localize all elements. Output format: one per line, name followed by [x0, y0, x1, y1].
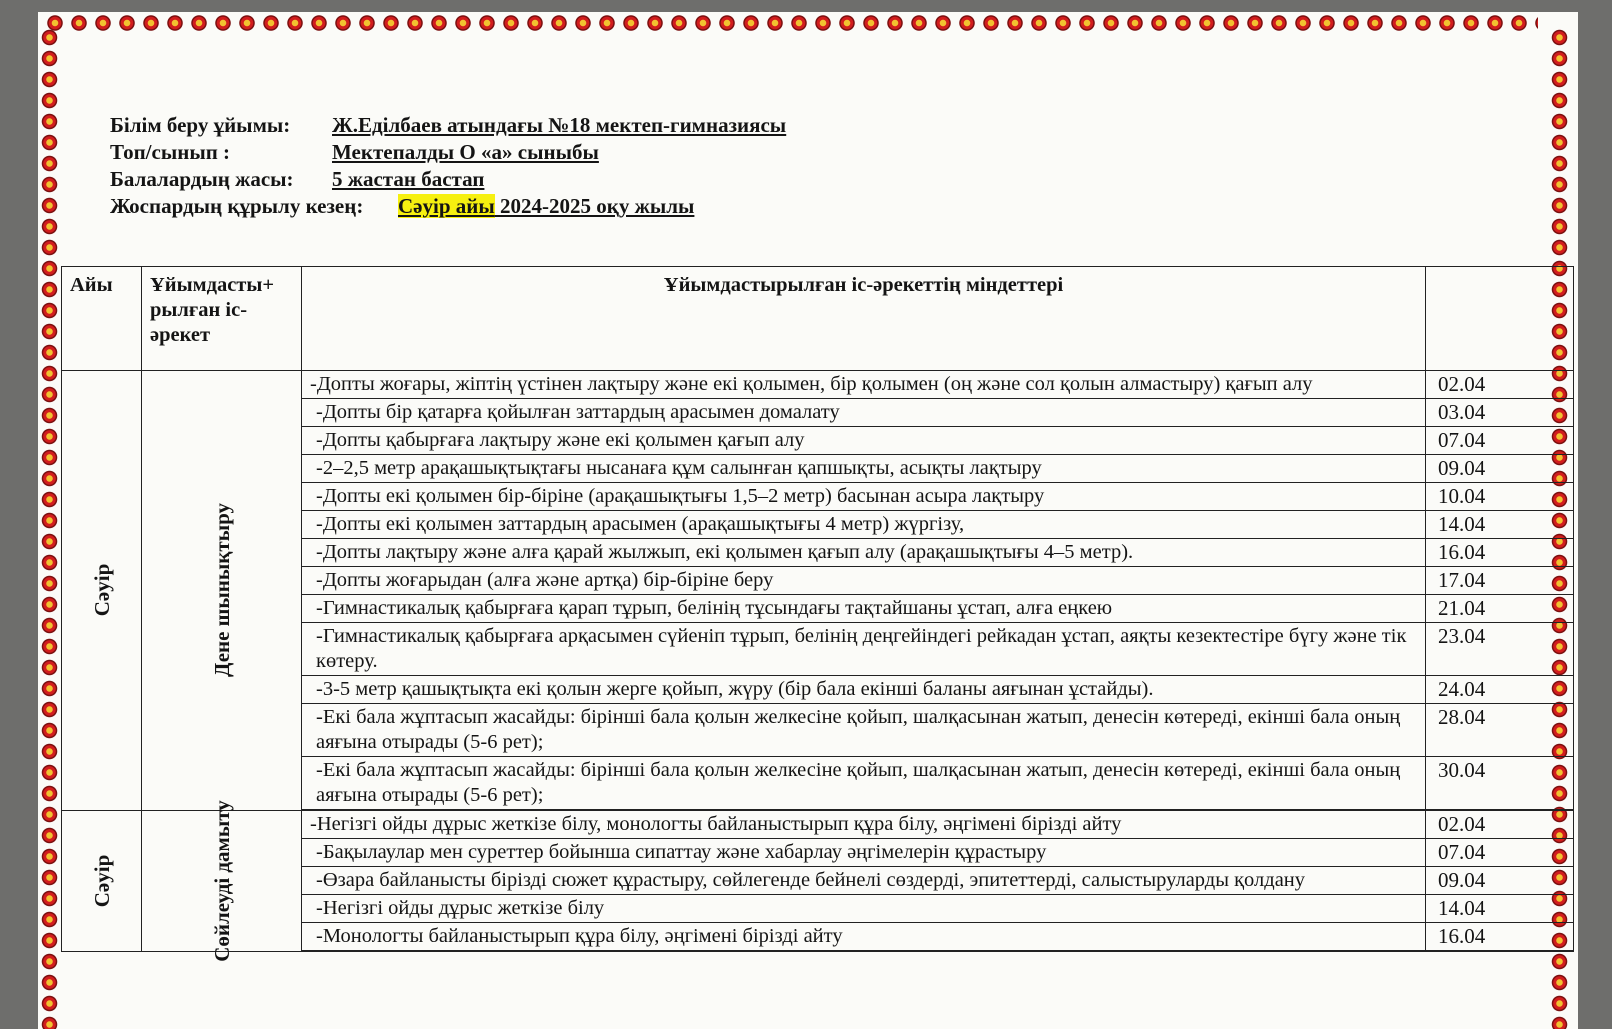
- col-header-tasks: Ұйымдастырылған іс-әрекеттің міндеттері: [302, 267, 1426, 371]
- ornament-icon: [645, 13, 665, 33]
- header-row-organization: [110, 112, 786, 139]
- ornament-icon: [1551, 134, 1568, 151]
- ornament-icon: [405, 13, 425, 33]
- age-label: Балалардың жасы:: [110, 167, 294, 191]
- table-header-row: [62, 267, 1574, 371]
- header-row-age: [110, 166, 786, 193]
- ornament-icon: [1551, 71, 1568, 88]
- col-header-activity: Ұйымдасты+ рылған іс-әрекет: [142, 267, 302, 371]
- ornament-icon: [41, 197, 58, 214]
- task-cell: -Гимнастикалық қабырғаға арқасымен сүйеніп тұрып, белінің деңгейіндегі рейкадан ұстап, аяқты кезектестіре бүгу және тік көтеру.: [302, 623, 1426, 676]
- month-label: Сәуір: [89, 854, 114, 907]
- ornament-icon: [717, 13, 737, 33]
- ornament-icon: [309, 13, 329, 33]
- ornament-icon: [41, 323, 58, 340]
- ornament-icon: [41, 617, 58, 634]
- ornament-icon: [1551, 113, 1568, 130]
- date-cell: 23.04: [1426, 623, 1574, 676]
- ornament-icon: [41, 890, 58, 907]
- ornament-icon: [41, 1016, 58, 1029]
- ornament-icon: [41, 134, 58, 151]
- period-rest: 2024-2025 оқу жылы: [494, 194, 695, 218]
- task-cell: -3-5 метр қашықтықта екі қолын жерге қойып, жүру (бір бала екінші баланы аяғынан ұстайды).: [302, 676, 1426, 704]
- ornament-icon: [41, 680, 58, 697]
- ornament-icon: [41, 554, 58, 571]
- ornament-icon: [41, 974, 58, 991]
- ornament-icon: [41, 743, 58, 760]
- activity-cell: [142, 799, 302, 962]
- ornament-icon: [1551, 29, 1568, 46]
- month-cell: [62, 810, 142, 951]
- ornament-icon: [1551, 953, 1568, 970]
- ornament-icon: [525, 13, 545, 33]
- task-cell: -Гимнастикалық қабырғаға қарап тұрып, белінің тұсындағы тақтайшаны ұстап, алға еңкею: [302, 595, 1426, 623]
- header-row-group: [110, 139, 786, 166]
- ornament-icon: [41, 785, 58, 802]
- ornament-icon: [1053, 13, 1073, 33]
- ornament-icon: [597, 13, 617, 33]
- date-cell: 21.04: [1426, 595, 1574, 623]
- ornament-icon: [1551, 197, 1568, 214]
- document-page: [38, 12, 1578, 1029]
- ornament-icon: [41, 50, 58, 67]
- ornament-icon: [41, 239, 58, 256]
- age-value: 5 жастан бастап: [332, 167, 485, 191]
- task-cell: -Өзара байланысты бірізді сюжет құрастыру, сөйлегенде бейнелі сөздерді, эпитеттерді, салыстыруларды қолдану: [302, 867, 1426, 895]
- ornament-icon: [41, 470, 58, 487]
- date-cell: 02.04: [1426, 810, 1574, 839]
- ornament-icon: [41, 29, 58, 46]
- ornament-icon: [981, 13, 1001, 33]
- ornament-icon: [813, 13, 833, 33]
- ornament-icon: [189, 13, 209, 33]
- ornament-icon: [41, 764, 58, 781]
- ornament-icon: [41, 491, 58, 508]
- ornament-icon: [1269, 13, 1289, 33]
- org-label: Білім беру ұйымы:: [110, 113, 291, 137]
- ornament-icon: [213, 13, 233, 33]
- date-cell: 10.04: [1426, 483, 1574, 511]
- ornament-icon: [41, 218, 58, 235]
- task-cell: -Допты қабырғаға лақтыру және екі қолымен қағып алу: [302, 427, 1426, 455]
- task-cell: -Допты бір қатарға қойылған заттардың арасымен домалату: [302, 399, 1426, 427]
- date-cell: 07.04: [1426, 427, 1574, 455]
- ornament-icon: [1437, 13, 1457, 33]
- ornament-icon: [41, 995, 58, 1012]
- ornament-icon: [41, 848, 58, 865]
- ornament-icon: [41, 260, 58, 277]
- ornament-icon: [141, 13, 161, 33]
- org-value: Ж.Еділбаев атындағы №18 мектеп-гимназиясы: [332, 113, 787, 137]
- ornament-icon: [41, 659, 58, 676]
- table-row: [62, 371, 1574, 399]
- date-cell: 14.04: [1426, 511, 1574, 539]
- activity-label: Сөйлеуді дамыту: [209, 799, 234, 962]
- ornament-icon: [41, 827, 58, 844]
- ornament-icon: [1551, 50, 1568, 67]
- period-label: Жоспардың құрылу кезең:: [110, 194, 364, 218]
- ornament-icon: [41, 407, 58, 424]
- group-label: Топ/сынып :: [110, 140, 231, 164]
- ornament-icon: [41, 701, 58, 718]
- ornament-icon: [41, 869, 58, 886]
- ornament-icon: [1551, 974, 1568, 991]
- date-cell: 17.04: [1426, 567, 1574, 595]
- task-cell: -Негізгі ойды дұрыс жеткізе білу: [302, 895, 1426, 923]
- ornament-icon: [41, 533, 58, 550]
- header-row-period: [110, 193, 786, 220]
- ornament-icon: [165, 13, 185, 33]
- activity-label: Дене шынықтыру: [209, 503, 234, 678]
- ornament-icon: [41, 722, 58, 739]
- ornament-icon: [1485, 13, 1505, 33]
- ornament-icon: [41, 155, 58, 172]
- task-cell: -Монологты байланыстырып құра білу, әңгімені бірізді айту: [302, 923, 1426, 952]
- ornament-icon: [1551, 995, 1568, 1012]
- ornament-icon: [41, 92, 58, 109]
- ornament-icon: [237, 13, 257, 33]
- ornament-icon: [41, 365, 58, 382]
- ornament-icon: [1317, 13, 1337, 33]
- task-cell: -2–2,5 метр арақашықтықтағы нысанаға құм салынған қапшықты, асықты лақтыру: [302, 455, 1426, 483]
- col-header-month: Айы: [62, 267, 142, 371]
- ornament-icon: [501, 13, 521, 33]
- ornament-icon: [41, 176, 58, 193]
- ornament-icon: [41, 512, 58, 529]
- ornament-icon: [933, 13, 953, 33]
- ornament-icon: [885, 13, 905, 33]
- ornament-icon: [1341, 13, 1361, 33]
- ornament-icon: [1551, 155, 1568, 172]
- ornament-icon: [41, 113, 58, 130]
- ornament-icon: [1029, 13, 1049, 33]
- ornament-icon: [1551, 176, 1568, 193]
- ornament-icon: [1509, 13, 1529, 33]
- period-highlight: Сәуір айы: [398, 194, 495, 218]
- date-cell: 30.04: [1426, 757, 1574, 811]
- task-cell: -Допты жоғары, жіптің үстінен лақтыру және екі қолымен, бір қолымен (оң және сол қолын алмастыру) қағып алу: [302, 371, 1426, 399]
- ornament-icon: [1077, 13, 1097, 33]
- group-value: Мектепалды О «а» сыныбы: [332, 140, 599, 164]
- date-cell: 28.04: [1426, 704, 1574, 757]
- ornament-icon: [693, 13, 713, 33]
- ornament-icon: [429, 13, 449, 33]
- date-cell: 24.04: [1426, 676, 1574, 704]
- task-cell: -Допты жоғарыдан (алға және артқа) бір-біріне беру: [302, 567, 1426, 595]
- ornament-icon: [93, 13, 113, 33]
- col-header-date: [1426, 267, 1574, 371]
- ornament-icon: [861, 13, 881, 33]
- task-cell: -Допты екі қолымен бір-біріне (арақашықтығы 1,5–2 метр) басынан асыра лақтыру: [302, 483, 1426, 511]
- ornament-icon: [261, 13, 281, 33]
- ornament-icon: [1101, 13, 1121, 33]
- ornament-icon: [117, 13, 137, 33]
- ornament-icon: [41, 932, 58, 949]
- ornament-icon: [1413, 13, 1433, 33]
- ornament-icon: [41, 428, 58, 445]
- ornament-icon: [69, 13, 89, 33]
- ornament-icon: [837, 13, 857, 33]
- ornament-icon: [41, 575, 58, 592]
- ornament-icon: [41, 638, 58, 655]
- ornament-icon: [1461, 13, 1481, 33]
- task-cell: -Бақылаулар мен суреттер бойынша сипаттау және хабарлау әңгімелерін құрастыру: [302, 839, 1426, 867]
- ornament-icon: [477, 13, 497, 33]
- ornament-icon: [909, 13, 929, 33]
- date-cell: 09.04: [1426, 867, 1574, 895]
- ornament-icon: [357, 13, 377, 33]
- ornament-icon: [41, 596, 58, 613]
- ornament-icon: [41, 71, 58, 88]
- ornament-icon: [1221, 13, 1241, 33]
- month-label: Сәуір: [89, 564, 114, 617]
- document-header: [110, 112, 786, 220]
- ornament-icon: [1551, 218, 1568, 235]
- ornament-icon: [1551, 92, 1568, 109]
- date-cell: 16.04: [1426, 539, 1574, 567]
- period-value: [398, 193, 694, 220]
- ornament-icon: [765, 13, 785, 33]
- ornament-icon: [41, 449, 58, 466]
- date-cell: 09.04: [1426, 455, 1574, 483]
- ornament-icon: [1197, 13, 1217, 33]
- ornament-border-left: [40, 28, 62, 1029]
- table-row: [62, 810, 1574, 839]
- date-cell: 02.04: [1426, 371, 1574, 399]
- date-cell: 07.04: [1426, 839, 1574, 867]
- ornament-icon: [1551, 239, 1568, 256]
- ornament-icon: [1365, 13, 1385, 33]
- ornament-icon: [741, 13, 761, 33]
- ornament-icon: [621, 13, 641, 33]
- ornament-icon: [285, 13, 305, 33]
- ornament-icon: [1245, 13, 1265, 33]
- ornament-icon: [1533, 13, 1538, 33]
- ornament-icon: [1125, 13, 1145, 33]
- ornament-icon: [41, 386, 58, 403]
- ornament-icon: [1173, 13, 1193, 33]
- ornament-icon: [41, 911, 58, 928]
- ornament-icon: [1005, 13, 1025, 33]
- ornament-icon: [41, 344, 58, 361]
- ornament-icon: [1149, 13, 1169, 33]
- ornament-icon: [1551, 1016, 1568, 1029]
- task-cell: -Допты лақтыру және алға қарай жылжып, екі қолымен қағып алу (арақашықтығы 4–5 метр).: [302, 539, 1426, 567]
- ornament-icon: [41, 281, 58, 298]
- task-cell: -Допты екі қолымен заттардың арасымен (арақашықтығы 4 метр) жүргізу,: [302, 511, 1426, 539]
- ornament-icon: [1293, 13, 1313, 33]
- plan-table: [61, 266, 1574, 962]
- month-cell: [62, 371, 142, 811]
- ornament-icon: [789, 13, 809, 33]
- task-cell: -Екі бала жұптасып жасайды: бірінші бала қолын желкесіне қойып, шалқасынан жатып, денесін көтереді, екінші бала оның аяғына отырады (5-6 рет);: [302, 757, 1426, 811]
- ornament-icon: [41, 953, 58, 970]
- ornament-icon: [333, 13, 353, 33]
- ornament-icon: [1389, 13, 1409, 33]
- task-cell: -Негізгі ойды дұрыс жеткізе білу, монологты байланыстырып құра білу, әңгімені бірізді айту: [302, 810, 1426, 839]
- ornament-border-top: [44, 12, 1538, 34]
- date-cell: 03.04: [1426, 399, 1574, 427]
- ornament-icon: [381, 13, 401, 33]
- activity-cell: [142, 371, 302, 811]
- ornament-icon: [41, 806, 58, 823]
- ornament-icon: [41, 302, 58, 319]
- task-cell: -Екі бала жұптасып жасайды: бірінші бала қолын желкесіне қойып, шалқасынан жатып, денесін көтереді, екінші бала оның аяғына отырады (5-6 рет);: [302, 704, 1426, 757]
- date-cell: 16.04: [1426, 923, 1574, 952]
- ornament-icon: [573, 13, 593, 33]
- date-cell: 14.04: [1426, 895, 1574, 923]
- ornament-icon: [453, 13, 473, 33]
- ornament-icon: [957, 13, 977, 33]
- ornament-icon: [549, 13, 569, 33]
- ornament-icon: [669, 13, 689, 33]
